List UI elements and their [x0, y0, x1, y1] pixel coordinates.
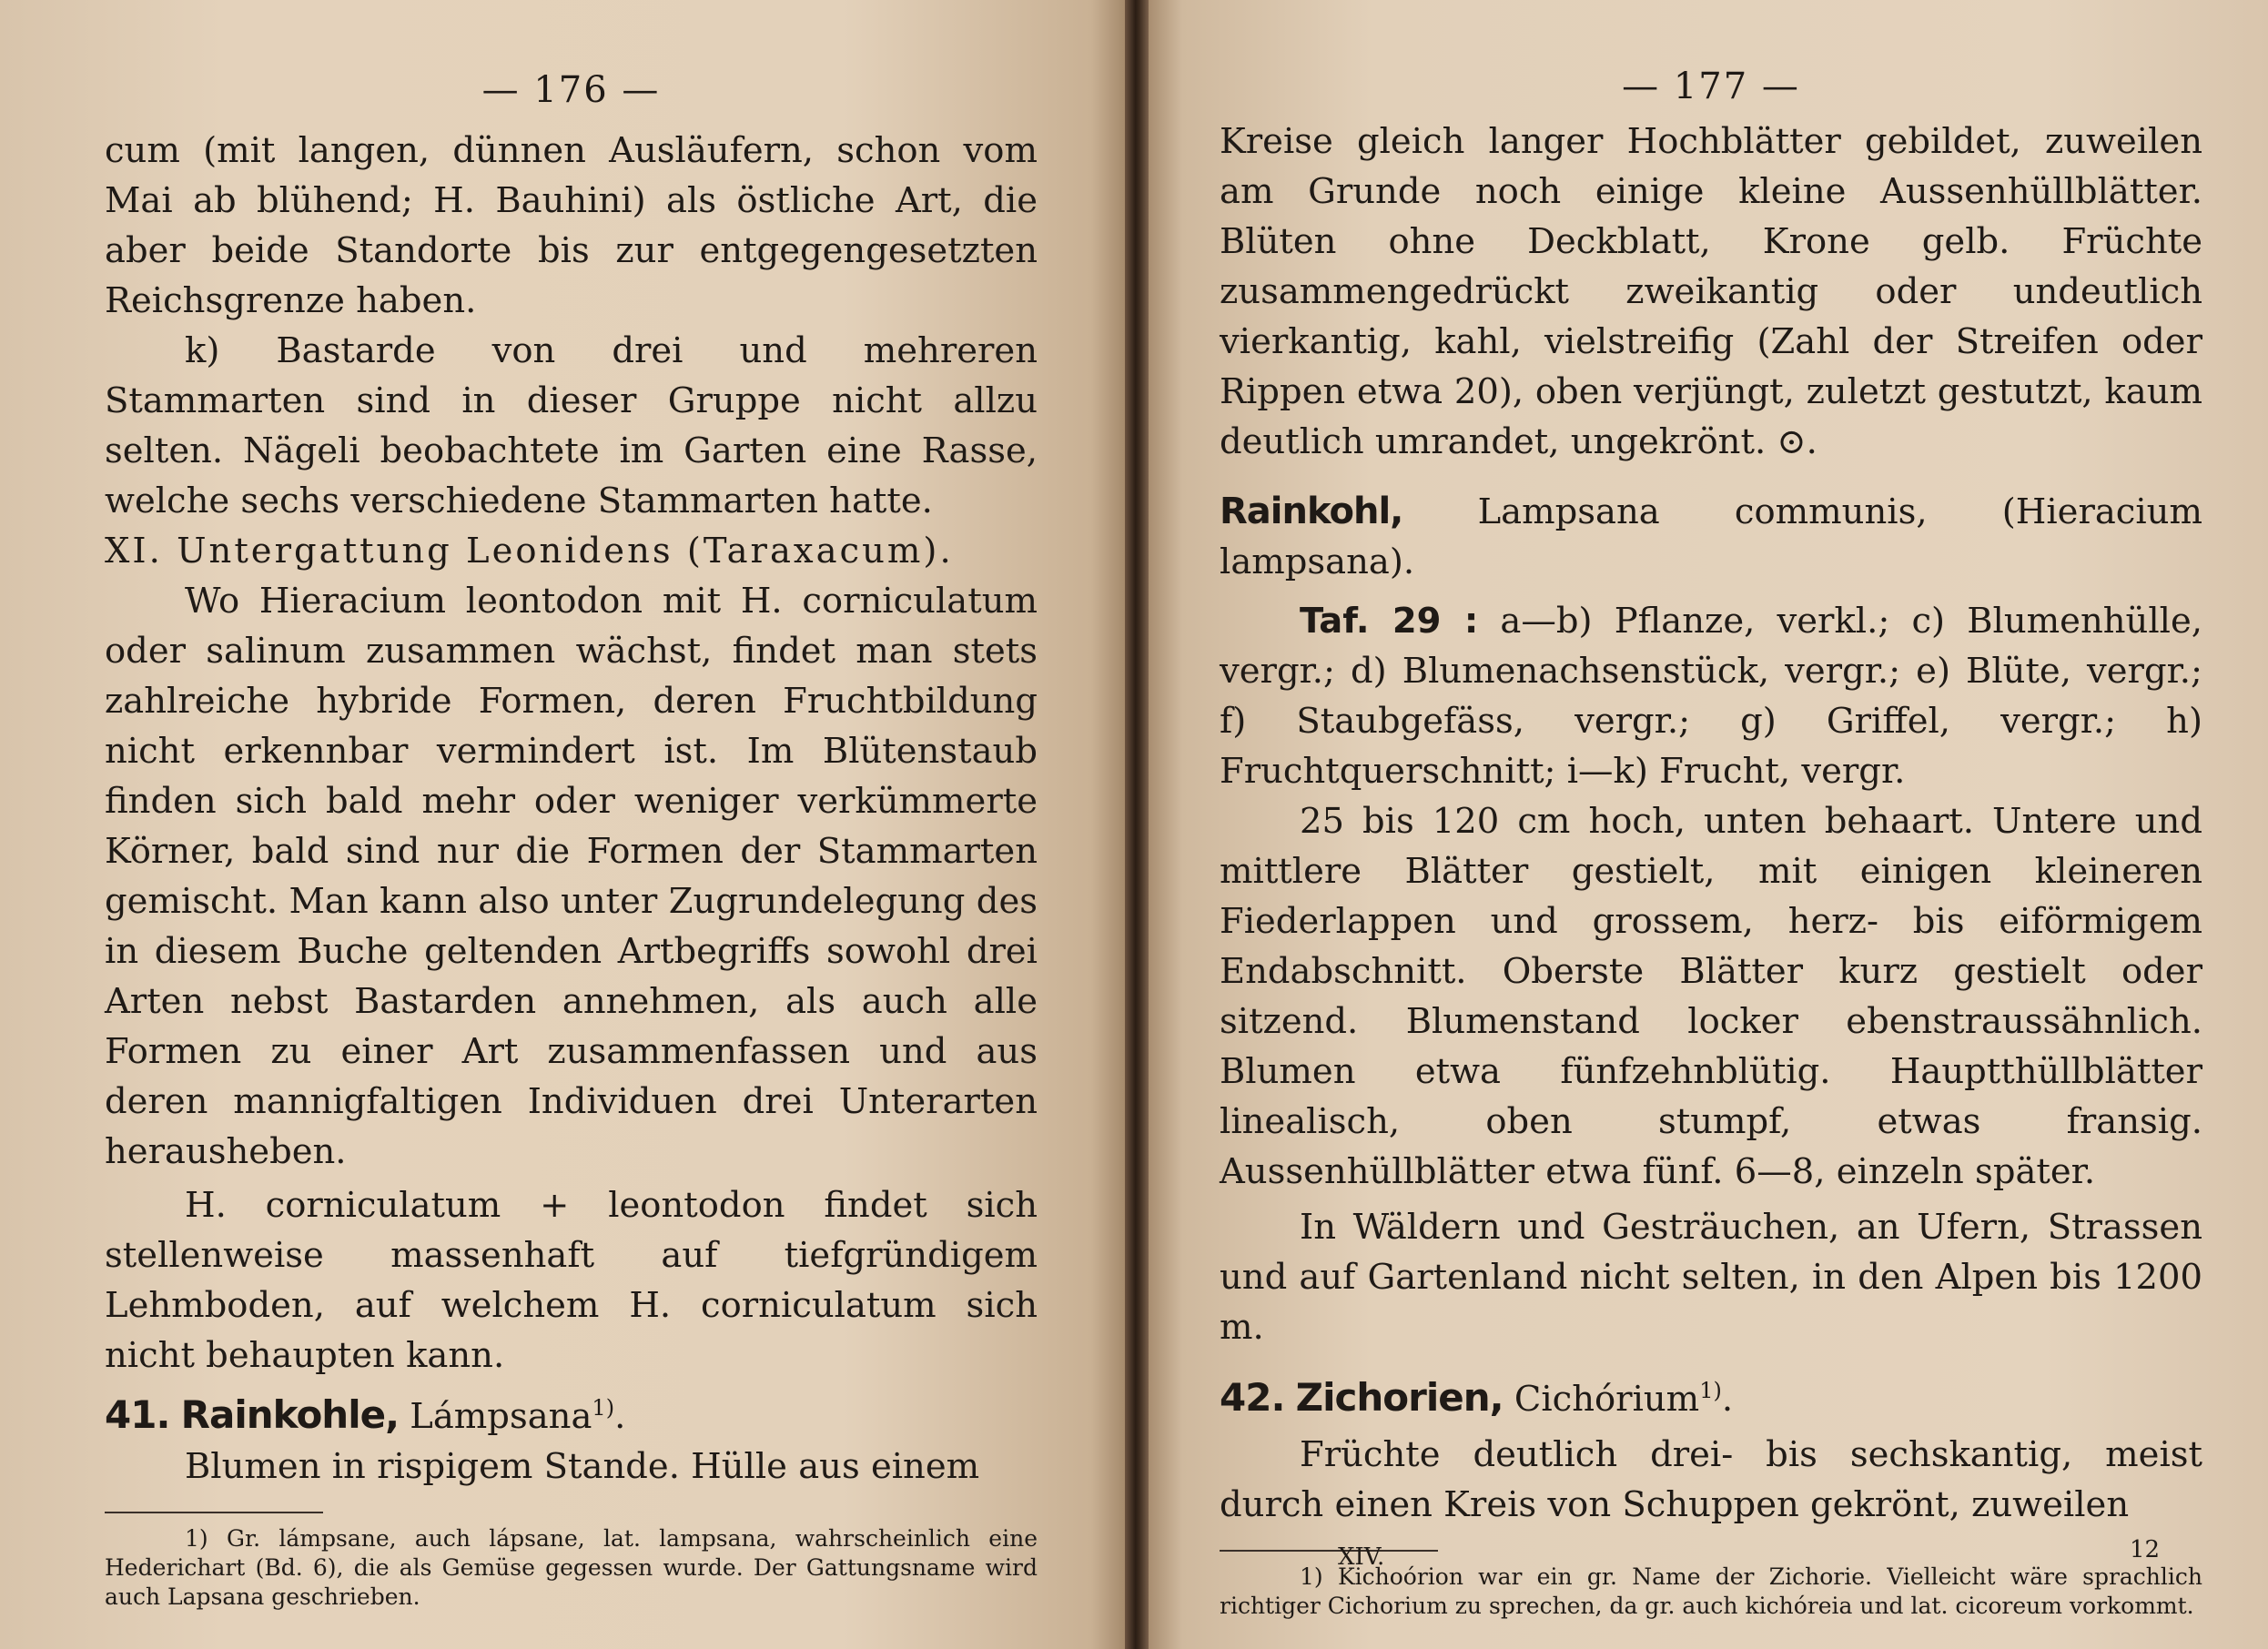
habitat-note: In Wäldern und Gesträuchen, an Ufern, Strassen und auf Gartenland nicht selten, in den Alpen bis 1200 m.: [1220, 1207, 2202, 1348]
genus-name: Zichorien,: [1295, 1375, 1504, 1420]
footnote-text: Kichoórion war ein gr. Name der Zichorie. Vielleicht wäre sprachlich richtiger Cichorium zu sprechen, da gr. auch kichóreia und lat. cicoreum vorkommt.: [1220, 1563, 2202, 1619]
footnote-ref: 1): [1699, 1378, 1722, 1404]
plate-text: a—b) Pflanze, verkl.; c) Blumenhülle, vergr.; d) Blumenachsenstück, vergr.; e) Blüte, vergr.; f) Staubgefäss, vergr.; g) Griffel, vergr.; h) Fruchtquerschnitt; i—k) Frucht, vergr.: [1220, 601, 2202, 792]
right-body-text: [1220, 116, 2202, 1530]
paragraph: Wo Hieracium leontodon mit H. corniculatum oder salinum zusammen wächst, findet man stets zahlreiche hybride Formen, deren Fruchtbildung nicht erkennbar vermindert ist. Im Blütenstaub finden sich bald mehr oder weniger verkümmerte Körner, bald sind nur die Formen der Stammarten gemischt. Man kann also unter Zugrundelegung des in diesem Buche geltenden Artbegriffs sowohl drei Arten nebst Bastarden annehmen, als auch alle Formen zu einer Art zusammenfassen und aus deren mannigfaltigen Individuen drei Unterarten herausheben.: [105, 581, 1038, 1172]
book-gutter: [1125, 0, 1149, 1649]
page-number: — 177 —: [1622, 66, 1800, 107]
genus-close: .: [614, 1396, 626, 1437]
genus-heading: [105, 1390, 1038, 1442]
paragraph: Blumen in rispigem Stande. Hülle aus einem: [185, 1446, 980, 1487]
signature-number: 12: [2130, 1536, 2161, 1563]
left-page-content: [105, 0, 1038, 1612]
paragraph: Kreise gleich langer Hochblätter gebildet, zuweilen am Grunde noch einige kleine Aussenhüllblätter. Blüten ohne Deckblatt, Krone gelb. Früchte zusammengedrückt zweikantig oder undeutlich vierkantig, kahl, vielstreifig (Zahl der Streifen oder Rippen etwa 20), oben verjüngt, zuletzt gestutzt, kaum deutlich umrandet, ungekrönt. ⊙.: [1220, 121, 2202, 462]
footnote-text: Gr. lámpsane, auch lápsane, lat. lampsana, wahrscheinlich eine Hederichart (Bd. 6), die als Gemüse gegessen wurde. Der Gattungsname wird auch Lapsana geschrieben.: [105, 1525, 1038, 1610]
genus-latin: Lámpsana: [410, 1396, 592, 1437]
genus-number: 42.: [1220, 1375, 1285, 1420]
plate-label: Taf. 29 :: [1300, 601, 1479, 642]
genus-name: Rainkohle,: [180, 1392, 400, 1437]
page-number: — 176 —: [481, 69, 661, 111]
paragraph: cum (mit langen, dünnen Ausläufern, schon vom Mai ab blühend; H. Bauhini) als östliche Art, die aber beide Standorte bis zur entgegengesetzten Reichsgrenze haben.: [105, 130, 1038, 321]
footnote: [1220, 1563, 2202, 1621]
species-heading: [1220, 487, 2202, 587]
paragraph: Früchte deutlich drei- bis sechskantig, meist durch einen Kreis von Schuppen gekrönt, zuweilen: [1220, 1434, 2202, 1525]
genus-number: 41.: [105, 1392, 170, 1437]
genus-latin: Cichórium: [1514, 1379, 1700, 1420]
footnote-rule: [105, 1512, 323, 1513]
genus-heading: [1220, 1372, 2202, 1424]
footnote-area: [105, 1512, 1038, 1612]
genus-close: .: [1721, 1379, 1734, 1420]
footnote-ref: 1): [592, 1395, 615, 1421]
subgenus-heading: XI. Untergattung Leonidens (Taraxacum).: [105, 531, 954, 572]
plate-reference: [1220, 596, 2202, 796]
right-page: [1149, 0, 2268, 1649]
footnote-rule: [1220, 1550, 1438, 1552]
paragraph: k) Bastarde von drei und mehreren Stammarten sind in dieser Gruppe nicht allzu selten. Nägeli beobachtete im Garten eine Rasse, welche sechs verschiedene Stammarten hatte.: [105, 330, 1038, 521]
paragraph: 25 bis 120 cm hoch, unten behaart. Untere und mittlere Blätter gestielt, mit einigen kleineren Fiederlappen und grossem, herz- bis eiförmigem Endabschnitt. Oberste Blätter kurz gestielt oder sitzend. Blumenstand locker ebenstraussähnlich. Blumen etwa fünfzehnblütig. Hauptthüllblätter linealisch, oben stumpf, etwas fransig. Aussenhüllblätter etwa fünf. 6—8, einzeln später.: [1220, 801, 2202, 1192]
species-latin: Lampsana communis, (Hieracium lampsana).: [1220, 491, 2202, 582]
left-body-text: [105, 126, 1038, 1492]
signature-volume: XIV.: [1338, 1543, 1385, 1571]
left-page: [0, 0, 1125, 1649]
small-print-note: H. corniculatum + leontodon findet sich stellenweise massenhaft auf tiefgründigem Lehmboden, auf welchem H. corniculatum sich nicht behaupten kann.: [105, 1185, 1038, 1376]
species-name: Rainkohl,: [1220, 491, 1403, 532]
footnote-mark: 1): [185, 1525, 208, 1552]
right-page-content: [1220, 0, 2202, 1621]
footnote-mark: 1): [1300, 1563, 1323, 1590]
footnote: [105, 1524, 1038, 1612]
